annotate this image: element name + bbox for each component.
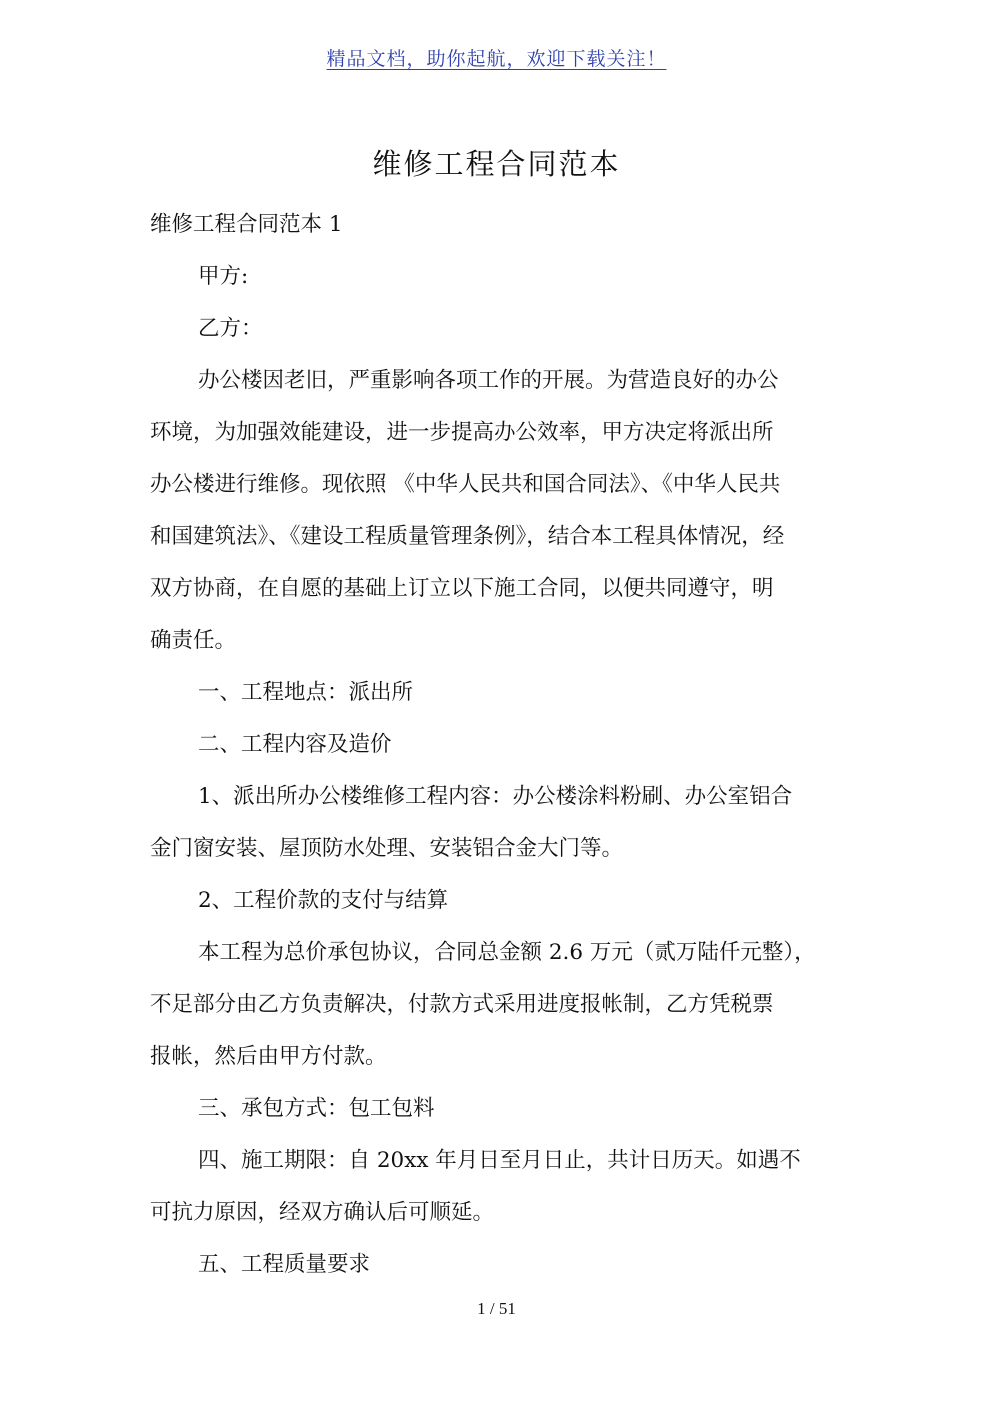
- clause-heading: 一、工程地点：派出所: [198, 680, 414, 705]
- paragraph-line: 不足部分由乙方负责解决，付款方式采用进度报帐制，乙方凭税票: [150, 992, 774, 1017]
- clause-heading: 二、工程内容及造价: [198, 732, 392, 757]
- paragraph-line: 双方协商，在自愿的基础上订立以下施工合同，以便共同遵守，明: [150, 576, 774, 601]
- paragraph-line: 报帐，然后由甲方付款。: [150, 1044, 387, 1069]
- paragraph-line: 和国建筑法》、《建设工程质量管理条例》，结合本工程具体情况，经: [150, 524, 785, 549]
- header-banner: [0, 44, 993, 71]
- paragraph-line: 本工程为总价承包协议，合同总金额 2.6 万元（贰万陆仟元整），: [198, 940, 816, 965]
- paragraph-line: 办公楼进行维修。现依照 《中华人民共和国合同法》、《中华人民共: [150, 472, 781, 497]
- page-indicator: 1 / 51: [477, 1299, 516, 1318]
- paragraph-line: 可抗力原因，经双方确认后可顺延。: [150, 1200, 495, 1225]
- clause-heading: 三、承包方式：包工包料: [198, 1096, 435, 1121]
- clause-subheading: 2、工程价款的支付与结算: [198, 888, 449, 913]
- paragraph-line: 环境，为加强效能建设，进一步提高办公效率，甲方决定将派出所: [150, 420, 774, 445]
- party-a-label: 甲方:: [198, 264, 249, 289]
- section-heading: 维修工程合同范本 1: [150, 212, 343, 237]
- paragraph-line: 金门窗安装、屋顶防水处理、安装铝合金大门等。: [150, 836, 624, 861]
- clause-heading: 五、工程质量要求: [198, 1252, 371, 1277]
- document-title: 维修工程合同范本: [372, 147, 621, 181]
- paragraph-line: 确责任。: [150, 628, 237, 653]
- paragraph-line: 四、施工期限：自 20xx 年月日至月日止，共计日历天。如遇不: [198, 1148, 801, 1173]
- paragraph-line: 1、派出所办公楼维修工程内容：办公楼涂料粉刷、办公室铝合: [198, 784, 793, 809]
- party-b-label: 乙方：: [198, 316, 263, 341]
- header-banner-text: 精品文档，助你起航，欢迎下载关注！: [326, 48, 667, 70]
- paragraph-line: 办公楼因老旧，严重影响各项工作的开展。为营造良好的办公: [198, 368, 779, 393]
